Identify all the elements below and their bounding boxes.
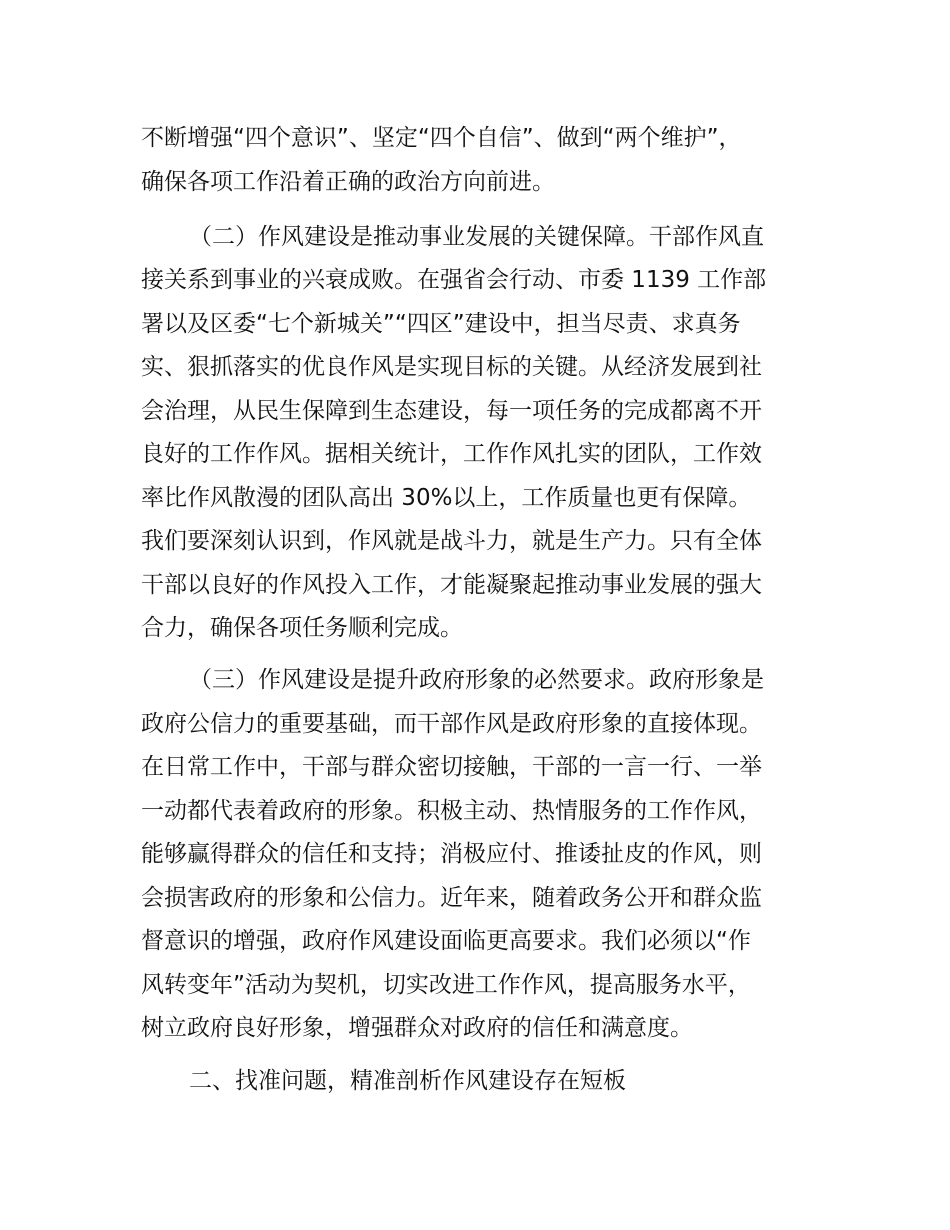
paragraph-line: 确保各项工作沿着正确的政治方向前进。 <box>141 169 555 195</box>
paragraph-line: 风转变年”活动为契机，切实改进工作作风，提高服务水平， <box>141 972 751 998</box>
paragraph-line: 干部以良好的作风投入工作，才能凝聚起推动事业发展的强大 <box>141 572 762 598</box>
section-heading-line: （三）作风建设是提升政府形象的必然要求。政府形象是 <box>189 667 764 693</box>
paragraph-line: 实、狠抓落实的优良作风是实现目标的关键。从经济发展到社 <box>141 354 762 380</box>
chapter-heading: 二、找准问题，精准剖析作风建设存在短板 <box>189 1068 626 1094</box>
paragraph-line: 政府公信力的重要基础，而干部作风是政府形象的直接体现。 <box>141 711 762 737</box>
paragraph-line: 合力，确保各项任务顺利完成。 <box>141 615 463 641</box>
paragraph-line: 在日常工作中，干部与群众密切接触，干部的一言一行、一举 <box>141 754 762 780</box>
paragraph-line: 会治理，从民生保障到生态建设，每一项任务的完成都离不开 <box>141 398 762 424</box>
paragraph-line: 一动都代表着政府的形象。积极主动、热情服务的工作作风， <box>141 798 762 824</box>
section-heading-line: （二）作风建设是推动事业发展的关键保障。干部作风直 <box>189 224 764 250</box>
paragraph-line: 能够赢得群众的信任和支持；消极应付、推诿扯皮的作风，则 <box>141 841 762 867</box>
paragraph-line: 会损害政府的形象和公信力。近年来，随着政务公开和群众监 <box>141 885 762 911</box>
paragraph-line: 树立政府良好形象，增强群众对政府的信任和满意度。 <box>141 1015 693 1041</box>
paragraph-line: 不断增强“四个意识”、坚定“四个自信”、做到“两个维护”， <box>141 125 742 151</box>
paragraph-line: 接关系到事业的兴衰成败。在强省会行动、市委 1139 工作部 <box>141 267 767 293</box>
paragraph-line: 我们要深刻认识到，作风就是战斗力，就是生产力。只有全体 <box>141 528 762 554</box>
paragraph-line: 署以及区委“七个新城关”“四区”建设中，担当尽责、求真务 <box>141 311 741 337</box>
paragraph-line: 良好的工作作风。据相关统计，工作作风扎实的团队，工作效 <box>141 441 762 467</box>
paragraph-line: 率比作风散漫的团队高出 30%以上，工作质量也更有保障。 <box>141 485 752 511</box>
paragraph-line: 督意识的增强，政府作风建设面临更高要求。我们必须以“作 <box>141 928 751 954</box>
